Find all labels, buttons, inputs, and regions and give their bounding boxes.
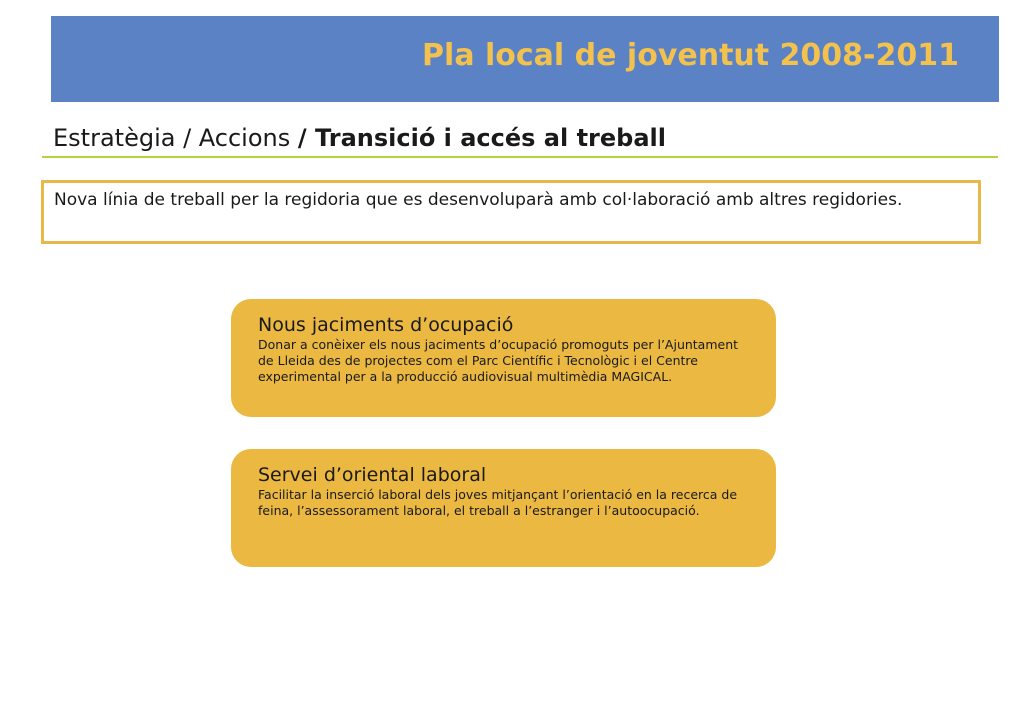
intro-text: Nova línia de treball per la regidoria que es desenvoluparà amb col·laboració amb altres regidories. <box>54 190 903 210</box>
heading-divider <box>42 156 998 158</box>
card-title: Servei d’oriental laboral <box>258 464 487 486</box>
section-heading-breadcrumb: Estratègia / Accions <box>53 124 298 152</box>
header-banner <box>51 16 999 102</box>
card-title: Nous jaciments d’ocupació <box>258 314 514 336</box>
action-card-nous-jaciments <box>231 299 776 417</box>
card-description: Donar a conèixer els nous jaciments d’ocupació promoguts per l’Ajuntament de Lleida des de projectes com el Parc Científic i Tecnològic i el Centre experimental per a la producció audiovisual multimèdia MAGICAL. <box>258 337 739 384</box>
intro-box <box>41 180 981 244</box>
action-card-servei-orientacio <box>231 449 776 567</box>
page-title: Pla local de joventut 2008-2011 <box>422 38 959 73</box>
card-description: Facilitar la inserció laboral dels joves mitjançant l’orientació en la recerca de feina, l’assessorament laboral, el treball a l’estranger i l’autoocupació. <box>258 487 738 518</box>
section-heading-topic: / Transició i accés al treball <box>297 124 666 152</box>
section-heading <box>53 124 666 152</box>
